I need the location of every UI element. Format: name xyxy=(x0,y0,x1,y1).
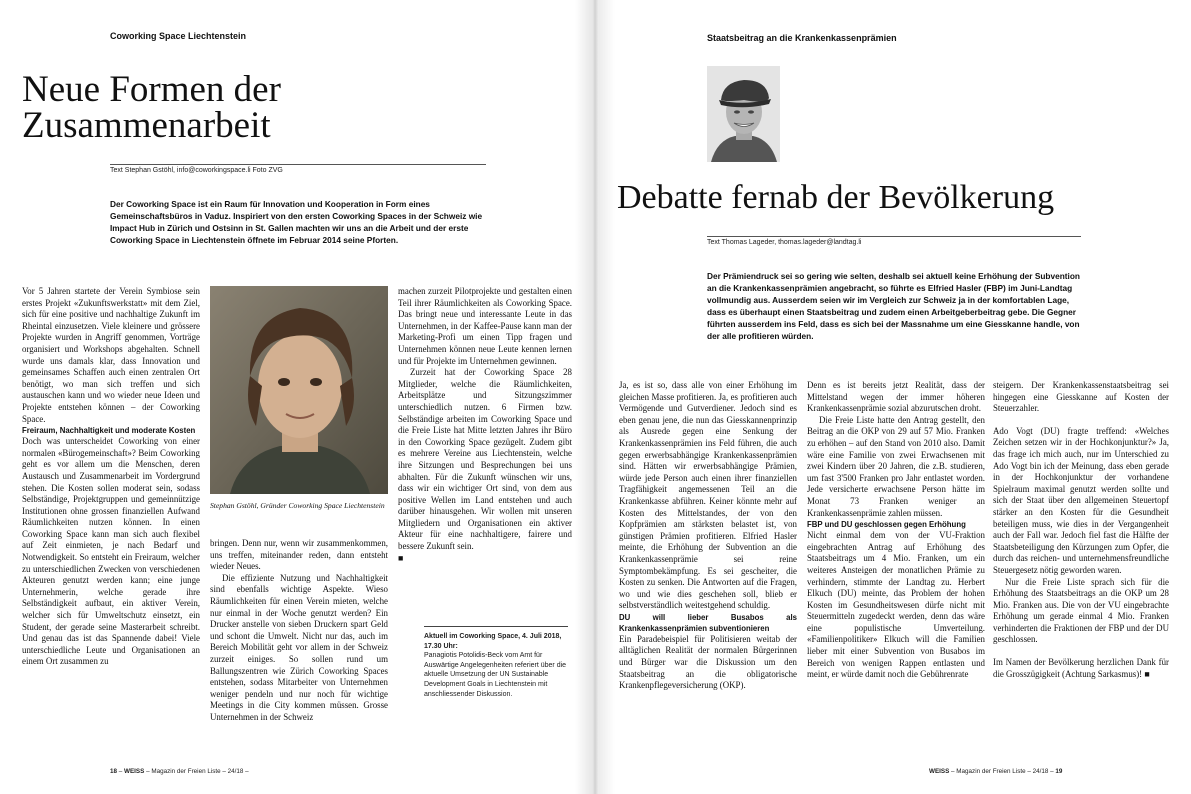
paragraph: bringen. Denn nur, wenn wir zusammenkommen, uns treffen, miteinander reden, dann entsteht wieder Neues. xyxy=(210,538,388,572)
subheading: DU will lieber Busabos als Krankenkassenprämien subventionieren xyxy=(619,612,797,633)
article-column-1 xyxy=(619,380,797,692)
byline: Text Thomas Lageder, thomas.lageder@landtag.li xyxy=(707,239,862,246)
paragraph: steigern. Der Krankenkassenstaatsbeitrag sei hingegen eine Giesskanne auf Kosten der Steuerzahler. xyxy=(993,380,1169,414)
page-footer xyxy=(929,768,1062,775)
article-column-1 xyxy=(22,286,200,668)
page-title xyxy=(22,69,281,146)
paragraph: Ein Paradebeispiel für Politisieren weitab der alltäglichen Realität der normalen Bürgerinnen und Bürger war die Diskussion um den Staatsbeitrag an die obligatorische Krankenpflegeversicherung (OKP). xyxy=(619,633,797,691)
headline-line-2: Zusammenarbeit xyxy=(22,105,271,146)
footer-text: – Magazin der Freien Liste – 24/18 – xyxy=(144,768,249,775)
paragraph: Die Freie Liste hatte den Antrag gestellt, den Beitrag an die OKP von 29 auf 57 Mio. Franken zu erhöhen – auf den Stand von 2010 also. Damit wäre eine Familie von zwei Erwachsenen mit zwei Kindern über 20 Jahren, die z.B. studieren, um fast 3'500 Franken pro Jahr entlastet worden. Jede versicherte erwachsene Person hätte im Monat 73 Franken weniger an Krankenkassenprämie zahlen müssen. xyxy=(807,414,985,518)
photo-caption: Stephan Gstöhl, Gründer Coworking Space Liechtenstein xyxy=(210,501,385,510)
page-number: 19 xyxy=(1055,768,1063,775)
magazine-name: WEISS xyxy=(929,768,950,775)
author-photo xyxy=(707,66,780,162)
paragraph: Zurzeit hat der Coworking Space 28 Mitglieder, welche die Räumlichkeiten, Arbeitsplätze und Sitzungszimmer unterschiedlich nutzen. 6 Firmen bzw. Selbständige arbeiten im Coworking Space und die Freie Liste hat Mitte letzten Jahres ihr Büro in den Coworking Space gezügelt. Zudem gibt es mehrere Vereine aus Liechtenstein, welche ihre Sitzungen und Besprechungen bei uns abhalten. Für die Zukunft wünschen wir uns, dass wir ein wichtiger Ort sind, von dem aus positive Wellen im Land entstehen und auch darüber hinausgehen. Wir wollen mit unseren Mitgliedern und Organisationen ein aktiver Akteur für eine nachhaltigere, fairere und bessere Zukunft sein. xyxy=(398,367,572,552)
section-label: Staatsbeitrag an die Krankenkassenprämien xyxy=(707,33,897,43)
paragraph: Ado Vogt (DU) fragte treffend: «Welches Zeichen setzen wir in der Hochkonjunktur?» Ja, das frage ich mich auch, nur im Unterschied zu Ado Vogt bin ich der Meinung, dass eben gerade in der Hochkonjunktur der vorhandene Spielraum maximal genutzt werden sollte und sich der Staat über den allgemeinen Steuertopf stärker an den Kosten für die Gesundheit beteiligen muss, wie dies in der Vergangenheit auch der Fall war. Jedoch fiel fast die Hälfte der Staatsbeteiligung den Kürzungen zum Opfer, die durch das reichen- und unternehmensfreundliche Steuergesetz nötig geworden waren. xyxy=(993,425,1169,575)
page-footer: 18 – WEISS – Magazin der Freien Liste – 24/18 – xyxy=(110,768,249,775)
subheading: FBP und DU geschlossen gegen Erhöhung xyxy=(807,520,966,530)
magazine-name: WEISS xyxy=(124,768,145,775)
subheading: Freiraum, Nachhaltigkeit und moderate Kosten xyxy=(22,426,196,436)
byline: Text Stephan Gstöhl, info@coworkingspace.li Foto ZVG xyxy=(110,167,283,174)
paragraph: machen zurzeit Pilotprojekte und gestalten einen Teil ihrer Räumlichkeiten als Coworking Space. Das bringt neue und interessante Leute in das Unternehmen, in der Kaffee-Pause kann man der Marketing-Profi um einen Tipp fragen und Unternehmen können neue Leute kennen lernen und für Projekte im Unternehmen gewinnen. xyxy=(398,286,572,366)
paragraph: Ja, es ist so, dass alle von einer Erhöhung im gleichen Masse profitieren. Ja, es profitieren auch Vermögende und Gutverdiener. Jedoch sind es eben genau jene, die nun das Giesskannenprinzip als Ausrede gegen eine Senkung der Krankenkassenprämien ins Feld führen, die auch gegen erwerbsabhängige Krankenkassenprämien sind. Hätten wir erwerbsabhängige Prämien, würde jede Person auch einen ihrer finanziellen Tragfähigkeit angemessenen Teil an die Krankenkasse abführen. Keiner könnte mehr auf Kosten des Mittelstandes, der von den Kopfprämien am stärksten belastet ist, von günstigen Prämien profitieren. Elfried Hasler meinte, die Erhöhung der Subvention an die Krankenkassenprämie sei reine Symptombekämpfung. Es sei gescheiter, die Kosten zu senken. Die Antworten auf die Fragen, wo und wie dies geschehen soll, blieb er selbstverständlich weitestgehend schuldig. xyxy=(619,380,797,611)
paragraph: Im Namen der Bevölkerung herzlichen Dank für die Grosszügigkeit (Achtung Sarkasmus)! xyxy=(993,657,1169,679)
footer-text: – Magazin der Freien Liste – 24/18 – xyxy=(949,768,1056,775)
page-title: Debatte fernab der Bevölkerung xyxy=(617,179,1055,216)
event-info-box xyxy=(424,626,568,699)
portrait-image xyxy=(707,66,780,162)
paragraph: Nur die Freie Liste sprach sich für die Erhöhung des Staatsbeitrags an die OKP um 28 Mio. Franken aus. Die von der VU eingebrachte Erhöhung um gerade einmal 4 Mio. Franken verhinderten die Fraktionen der FBP und der DU geschlossen. xyxy=(993,576,1169,645)
paragraph: Nicht einmal dem von der VU-Fraktion eingebrachten Antrag auf Erhöhung des Staatsbeitrags um 4 Mio. Franken, um ein weiteres Ansteigen der monatlichen Prämie zu verhindern, stimmte der Landtag zu. Herbert Elkuch (DU) meinte, das Problem der hohen Kosten im Gesundheitswesen dürfe nicht mit Steuermitteln zugedeckt werden, denn das wäre eine populistische Umverteilung. «Familienpolitiker» Elkuch will die Familien lieber mit einer Subvention von Busabos im Bereich von wenigen Rappen entlasten und meint, er würde damit noch die Gebührenrate xyxy=(807,530,985,680)
section-label: Coworking Space Liechtenstein xyxy=(110,31,247,41)
headline-rule xyxy=(707,236,1081,237)
page-number: 18 xyxy=(110,768,118,775)
paragraph: Denn es ist bereits jetzt Realität, dass der Mittelstand wegen der immer höheren Krankenkassenprämie sozial abzurutschen droht. xyxy=(807,380,985,414)
article-column-3 xyxy=(993,380,1169,680)
paragraph: Doch was unterscheidet Coworking von einer normalen «Bürogemeinschaft»? Beim Coworking geht es vor allem um die Menschen, deren Austausch und Zusammenarbeit im Vordergrund stehen. Die Kosten sollen moderat sein, sodass Selbständige, Projektgruppen und gemeinnützige Institutionen ohne grossen finanziellen Aufwand Räumlichkeiten nutzen können. In einen Coworking Space kann man sich auch flexibel auf Zeit einmieten, je nach Bedarf und Notwendigkeit. So entsteht ein Freiraum, welcher zu unterschiedlichen Zwecken von verschiedenen Akteuren genutzt werden kann; eine junge Unternehmerin, welche gerade ihre Selbständigkeit aufbaut, ein aktiver Verein, welcher sich für Umweltschutz einsetzt, ein Student, der gerade seine Masterarbeit schreibt. Und genau das ist das Spannende dabei! Viele unterschiedliche Leute und Organisationen an einem Ort zusammen zu xyxy=(22,436,200,667)
info-title: Aktuell im Coworking Space, 4. Juli 2018, 17.30 Uhr: xyxy=(424,633,562,650)
headline-rule xyxy=(110,164,486,165)
article-column-2 xyxy=(210,538,388,724)
info-text: Panagiotis Potolidis-Beck vom Amt für Auswärtige Angelegenheiten referiert über die aktuelle Umsetzung der UN Sustainable Development Goals in Liechtenstein mit anschliessender Diskussion. xyxy=(424,652,567,698)
book-spine-shadow xyxy=(575,0,615,794)
end-mark: ■ xyxy=(1144,668,1150,679)
end-mark: ■ xyxy=(398,552,404,563)
article-column-3 xyxy=(398,286,572,564)
lead-paragraph: Der Prämiendruck sei so gering wie selten, deshalb sei aktuell keine Erhöhung der Subvention an die Krankenkassenprämien angebracht, so führte es Elfried Hasler (FBP) im Juni-Landtag vollmundig aus. Ausserdem seien wir im Vergleich zur Schweiz ja in der komfortablen Lage, dass es überhaupt einen Staatsbeitrag und zudem einen Arbeitgeberbeitrag gebe. Die Gegner führten ausserdem ins Feld, dass es sich bei der Massnahme um eine Giesskanne handle, von der alle profitieren würden. xyxy=(707,271,1081,341)
headline-line-1: Neue Formen der xyxy=(22,69,281,110)
lead-paragraph: Der Coworking Space ist ein Raum für Innovation und Kooperation in Form eines Gemeinschaftsbüros in Vaduz. Inspiriert von den ersten Coworking Spaces in der Schweiz wie Impact Hub in Zürich und Ostsinn in St. Gallen machten wir uns an die Arbeit und der erste Coworking Space in Liechtenstein öffnete im Februar 2014 seine Pforten. xyxy=(110,199,483,245)
paragraph: Vor 5 Jahren startete der Verein Symbiose sein erstes Projekt «Zukunftswerkstatt» mit dem Ziel, sich für eine positive und nachhaltige Zukunft im Rheintal einzusetzen. Viele kleinere und grössere Projekte wurden in Angriff genommen, Vorträge organisiert und Workshops abgehalten. Schnell wurde uns damals klar, dass Innovation und gemeinsames Schaffen auch einen zentralen Ort benötigt, wo man sich treffen und sich austauschen kann und wo wieder neue Ideen und Projekte entstehen können – der Coworking Space. xyxy=(22,286,200,424)
author-photo xyxy=(210,286,388,494)
article-column-2 xyxy=(807,380,985,681)
left-page xyxy=(0,0,595,794)
portrait-image xyxy=(210,286,388,494)
paragraph: Die effiziente Nutzung und Nachhaltigkeit sind ebenfalls wichtige Aspekte. Wieso Räumlichkeiten für einen Verein mieten, welche nur einmal in der Woche genutzt werden? Ein Drucker anstelle von sieben Druckern spart Geld und schont die Umwelt. Nicht nur das, auch im Bereich Mobilität geht vor allem in der Schweiz zurzeit einiges. So sollen rund um Ballungszentren wie Zürich Coworking Spaces entstehen, sodass Mitarbeiter von Unternehmen weniger pendeln und nur noch für wichtige Meetings in die City kommen müssen. Grosse Unternehmen in der Schweiz xyxy=(210,572,388,722)
right-page xyxy=(595,0,1191,794)
